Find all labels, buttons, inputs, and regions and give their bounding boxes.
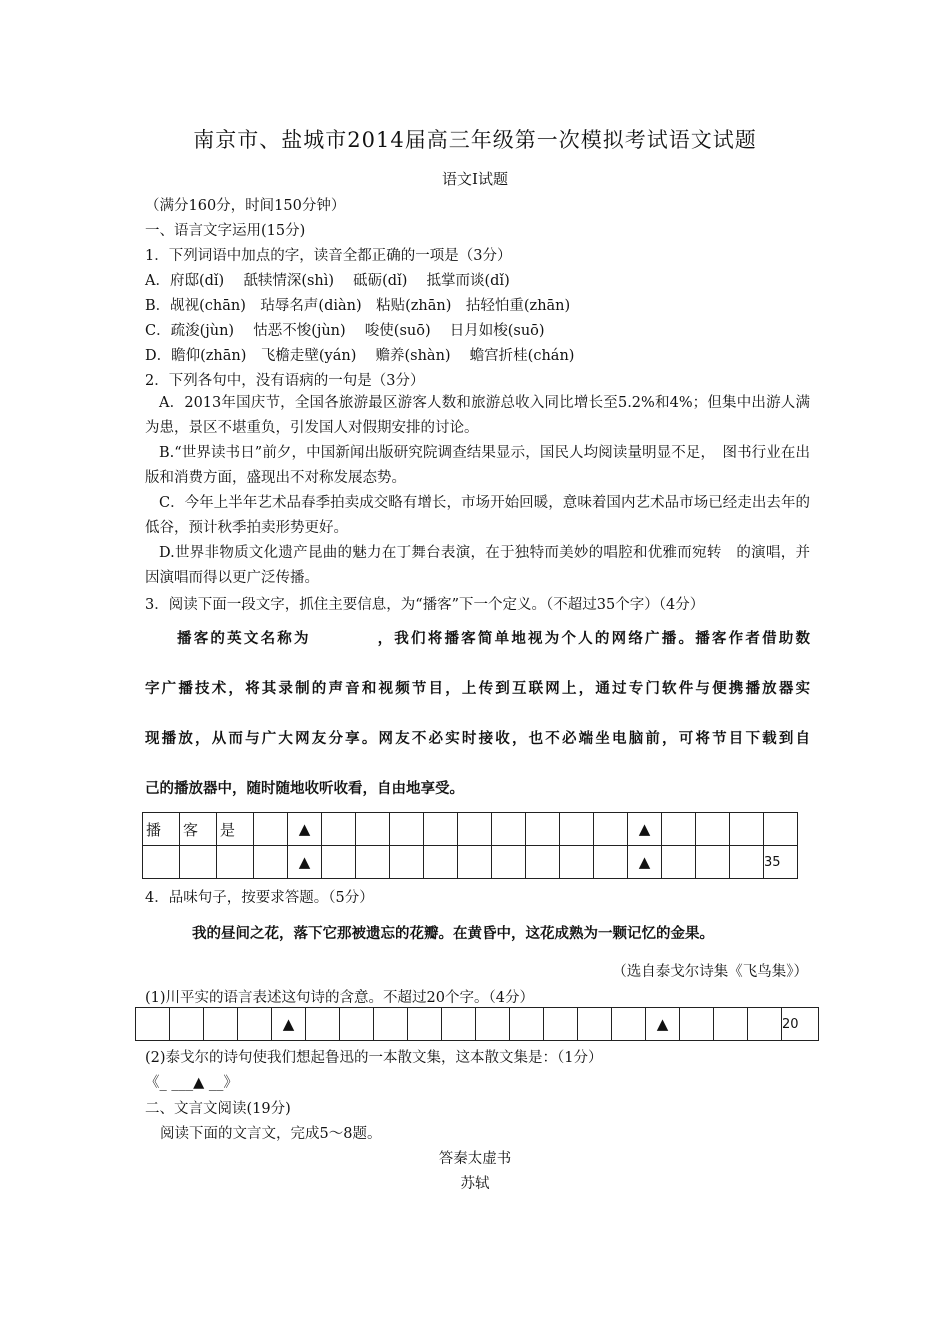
q2-option-d: D.世界非物质文化遗产昆曲的魅力在丁舞台表演，在于独特而美妙的唱腔和优雅而宛转 的演唱，并因演唱而得以更广泛传播。 bbox=[145, 545, 810, 586]
grid-cell[interactable] bbox=[204, 1008, 238, 1041]
section1-heading: 一、语言文字运用(15分) bbox=[145, 223, 306, 239]
grid-cell[interactable] bbox=[696, 846, 730, 879]
grid-cell[interactable] bbox=[390, 813, 424, 846]
grid-count-label: 20 bbox=[782, 1008, 819, 1041]
grid-cell[interactable] bbox=[322, 813, 356, 846]
q2-stem: 2．下列各句中，没有语病的一句是（3分） bbox=[145, 373, 425, 389]
grid-cell[interactable] bbox=[374, 1008, 408, 1041]
grid-cell[interactable]: ▲ bbox=[288, 846, 322, 879]
q4-answer-line[interactable]: 《_ ___▲ __》 bbox=[145, 1075, 238, 1091]
grid-cell[interactable] bbox=[578, 1008, 612, 1041]
grid-cell[interactable] bbox=[180, 846, 217, 879]
grid-cell[interactable] bbox=[356, 813, 390, 846]
grid-cell[interactable] bbox=[510, 1008, 544, 1041]
q2-option-b: B.“世界读书日”前夕，中国新闻出版研究院调查结果显示，国民人均阅读量明显不足， 图书行业在出版和消费方面，盛现出不对称发展态势。 bbox=[145, 445, 810, 486]
section2-instruction: 阅读下面的文言文，完成5～8题。 bbox=[160, 1126, 382, 1142]
q2-option-a: A．2013年国庆节，全国各旅游最区游客人数和旅游总收入同比增长至5.2%和4%；但集中出游人满为患，景区不堪重负，引发国人对假期安排的讨论。 bbox=[145, 395, 810, 436]
grid-cell[interactable] bbox=[254, 846, 288, 879]
grid-cell[interactable] bbox=[714, 1008, 748, 1041]
grid-cell[interactable] bbox=[730, 846, 764, 879]
grid-cell[interactable] bbox=[764, 813, 798, 846]
grid-cell[interactable]: ▲ bbox=[646, 1008, 680, 1041]
grid-count-label: 35 bbox=[764, 846, 798, 879]
q4-answer-grid[interactable] bbox=[135, 1007, 819, 1041]
q3-passage-line: 己的播放器中，随时随地收听收看，自由地享受。 bbox=[145, 781, 464, 797]
grid-cell[interactable] bbox=[424, 813, 458, 846]
grid-cell[interactable] bbox=[594, 846, 628, 879]
q3-stem: 3．阅读下面一段文字，抓住主要信息，为“播客”下一个定义。（不超过35个字）（4分） bbox=[145, 597, 705, 613]
grid-cell[interactable] bbox=[143, 846, 180, 879]
grid-cell[interactable] bbox=[322, 846, 356, 879]
grid-cell[interactable] bbox=[492, 813, 526, 846]
grid-cell[interactable] bbox=[390, 846, 424, 879]
grid-cell: 播 bbox=[143, 813, 180, 846]
exam-info: （满分160分，时间150分钟） bbox=[145, 198, 346, 214]
grid-cell[interactable]: ▲ bbox=[288, 813, 322, 846]
grid-cell[interactable] bbox=[340, 1008, 374, 1041]
grid-cell[interactable] bbox=[492, 846, 526, 879]
q1-stem: 1．下列词语中加点的字，读音全都正确的一项是（3分） bbox=[145, 248, 512, 264]
grid-cell[interactable] bbox=[748, 1008, 782, 1041]
grid-cell[interactable] bbox=[730, 813, 764, 846]
q3-passage-line: 字广播技术，将其录制的声音和视频节目，上传到互联网上，通过专门软件与便携播放器实 bbox=[145, 681, 810, 697]
q3-passage bbox=[145, 628, 810, 828]
grid-cell[interactable] bbox=[458, 846, 492, 879]
q1-option-c: C．疏浚(jùn) 怙恶不悛(jùn) 唆使(suō) 日月如梭(suō) bbox=[145, 323, 545, 339]
grid-cell[interactable] bbox=[560, 813, 594, 846]
grid-cell[interactable] bbox=[526, 846, 560, 879]
grid-cell: 是 bbox=[217, 813, 254, 846]
grid-cell[interactable] bbox=[662, 846, 696, 879]
grid-cell[interactable] bbox=[306, 1008, 340, 1041]
q4-sentence: 我的昼间之花，落下它那被遗忘的花瓣。在黄昏中，这花成熟为一颗记忆的金果。 bbox=[192, 926, 714, 942]
section2-heading: 二、文言文阅读(19分) bbox=[145, 1101, 291, 1117]
grid-cell[interactable] bbox=[612, 1008, 646, 1041]
q2-option-c: C．今年上半年艺术品春季拍卖成交略有增长，市场开始回暖，意味着国内艺术品市场已经走出去年的低谷，预计秋季拍卖形势更好。 bbox=[145, 495, 810, 536]
grid-cell[interactable] bbox=[594, 813, 628, 846]
paper-subtitle: 语文Ⅰ试题 bbox=[442, 170, 508, 188]
grid-cell[interactable] bbox=[458, 813, 492, 846]
grid-cell[interactable]: ▲ bbox=[628, 846, 662, 879]
q4-sub1: (1)川平实的语言表述这句诗的含意。不超过20个字。（4分） bbox=[145, 990, 534, 1006]
grid-cell[interactable] bbox=[356, 846, 390, 879]
q3-passage-line: 现播放，从而与广大网友分享。网友不必实时接收，也不必端坐电脑前，可将节目下载到自 bbox=[145, 731, 810, 747]
q3-answer-grid[interactable] bbox=[142, 812, 798, 879]
grid-cell[interactable] bbox=[680, 1008, 714, 1041]
q1-option-d: D．瞻仰(zhān) 飞檐走壁(yán) 赡养(shàn) 蟾宫折桂(chán) bbox=[145, 348, 575, 364]
q3-passage-line: 播客的英文名称为 ，我们将播客简单地视为个人的网络广播。播客作者借助数 bbox=[177, 631, 810, 647]
grid-cell[interactable] bbox=[560, 846, 594, 879]
page-title: 南京市、盐城市2014届高三年级第一次模拟考试语文试题 bbox=[193, 128, 757, 152]
grid-cell[interactable] bbox=[662, 813, 696, 846]
grid-cell[interactable] bbox=[254, 813, 288, 846]
grid-cell[interactable] bbox=[408, 1008, 442, 1041]
text-author: 苏轼 bbox=[460, 1176, 490, 1192]
grid-cell[interactable]: ▲ bbox=[272, 1008, 306, 1041]
grid-cell[interactable] bbox=[217, 846, 254, 879]
q1-option-a: A．府邸(dǐ) 舐犊情深(shì) 砥砺(dǐ) 抵掌而谈(dǐ) bbox=[145, 273, 510, 289]
text-title: 答秦太虚书 bbox=[438, 1151, 512, 1167]
grid-cell[interactable]: ▲ bbox=[628, 813, 662, 846]
grid-cell[interactable] bbox=[476, 1008, 510, 1041]
grid-cell[interactable] bbox=[136, 1008, 170, 1041]
grid-cell[interactable] bbox=[544, 1008, 578, 1041]
grid-cell[interactable] bbox=[442, 1008, 476, 1041]
q1-option-b: B．觇视(chān) 玷辱名声(diàn) 粘贴(zhān) 拈轻怕重(zhān) bbox=[145, 298, 571, 314]
grid-cell[interactable] bbox=[526, 813, 560, 846]
grid-cell[interactable] bbox=[424, 846, 458, 879]
grid-cell[interactable] bbox=[238, 1008, 272, 1041]
q4-sub2: (2)泰戈尔的诗句使我们想起鲁迅的一本散文集，这本散文集是：（1分） bbox=[145, 1050, 603, 1066]
q4-source: （选自泰戈尔诗集《飞鸟集》） bbox=[612, 964, 808, 980]
grid-cell[interactable] bbox=[170, 1008, 204, 1041]
grid-cell[interactable] bbox=[696, 813, 730, 846]
grid-cell: 客 bbox=[180, 813, 217, 846]
q4-stem: 4．品味句子，按要求答题。（5分） bbox=[145, 890, 374, 906]
